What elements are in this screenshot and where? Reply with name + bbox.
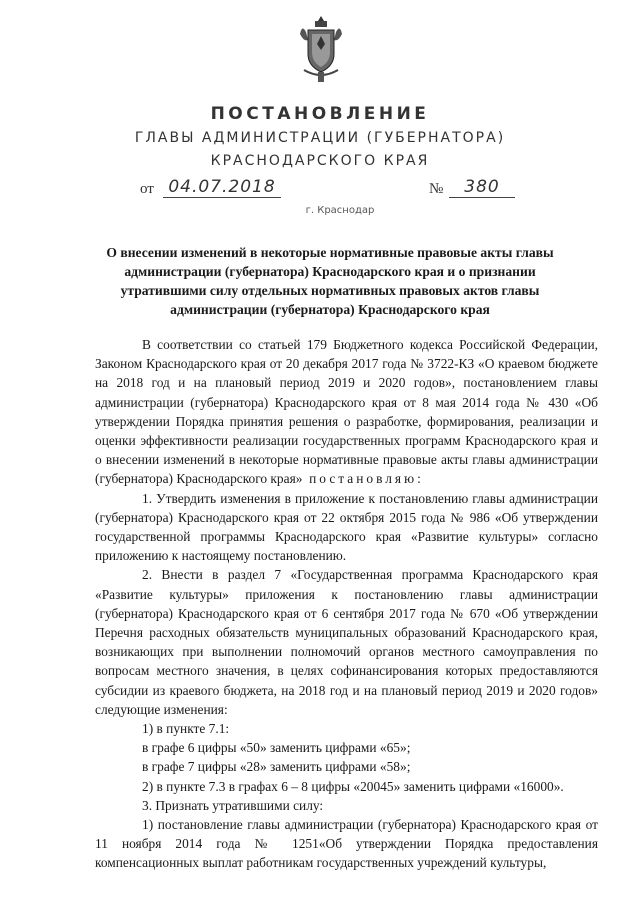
intro-text: В соответствии со статьей 179 Бюджетного кодекса Российской Федерации, Законом Краснодарского края от 20 декабря 2017 года № 3722-КЗ «О краевом бюджете на 2018 год и на плановый период 2019 и 2020 годов», постановлением главы администрации (губернатора) Краснодарского края от 8 мая 2014 года № 430 «Об утверждении Порядка принятия решения о разработке, формирования, реализации и оценки эффективности реализации государственных программ Краснодарского края и о внесении изменений в некоторые нормативные правовые акты главы администрации (губернатора) Краснодарского края» bbox=[95, 337, 598, 487]
item-2-1-a-paragraph: в графе 6 цифры «50» заменить цифрами «65»; bbox=[142, 740, 411, 756]
date-prefix: от bbox=[140, 181, 154, 197]
item-3-1-paragraph: 1) постановление главы администрации (губернатора) Краснодарского края от 11 ноября 2014 года № 1251«Об утверждении Порядка предоставления компенсационных выплат работникам государственных учреждений культуры, bbox=[95, 817, 598, 871]
coat-of-arms-icon bbox=[298, 14, 344, 84]
document-title: ПОСТАНОВЛЕНИЕ bbox=[210, 104, 430, 124]
decree-word: постановляю: bbox=[309, 471, 424, 487]
issuer-line-1: ГЛАВЫ АДМИНИСТРАЦИИ (ГУБЕРНАТОРА) bbox=[134, 130, 506, 146]
item-2-1-b-paragraph: в графе 7 цифры «28» заменить цифрами «58»; bbox=[142, 759, 411, 775]
item-2-2-paragraph: 2) в пункте 7.3 в графах 6 – 8 цифры «20045» заменить цифрами «16000». bbox=[142, 778, 564, 794]
document-subject: О внесении изменений в некоторые нормативные правовые акты главы администрации (губернатора) Краснодарского края и о признании утратившими силу отдельных нормативных правовых актов главы администрации (губернатора) Краснодарского края bbox=[106, 245, 554, 317]
document-body bbox=[95, 335, 598, 873]
intro-paragraph bbox=[95, 335, 598, 489]
document-date: 04.07.2018 bbox=[163, 177, 281, 198]
number-prefix: № bbox=[429, 181, 444, 197]
document-number: 380 bbox=[449, 177, 515, 198]
item-2-paragraph: 2. Внести в раздел 7 «Государственная программа Краснодарского края «Развитие культуры» приложения к постановлению главы администрации (губернатора) Краснодарского края от 6 сентября 2017 года № 670 «Об утверждении Перечня расходных обязательств муниципальных образований Краснодарского края, возникающих при выполнении полномочий органов местного самоуправления по вопросам местного значения, в целях софинансирования которых предоставляются субсидии из краевого бюджета, на 2018 год и на плановый период 2019 и 2020 годов» следующие изменения: bbox=[95, 567, 598, 717]
item-2-1-paragraph: 1) в пункте 7.1: bbox=[142, 721, 230, 737]
item-3-paragraph: 3. Признать утратившими силу: bbox=[142, 797, 324, 813]
item-1-paragraph: 1. Утвердить изменения в приложение к постановлению главы администрации (губернатора) Краснодарского края от 22 октября 2015 года № 986 «Об утверждении государственной программы Краснодарского края «Развитие культуры» согласно приложению к настоящему постановлению. bbox=[95, 490, 598, 564]
issuer-line-2: КРАСНОДАРСКОГО КРАЯ bbox=[210, 153, 430, 169]
city-label: г. Краснодар bbox=[305, 205, 375, 216]
